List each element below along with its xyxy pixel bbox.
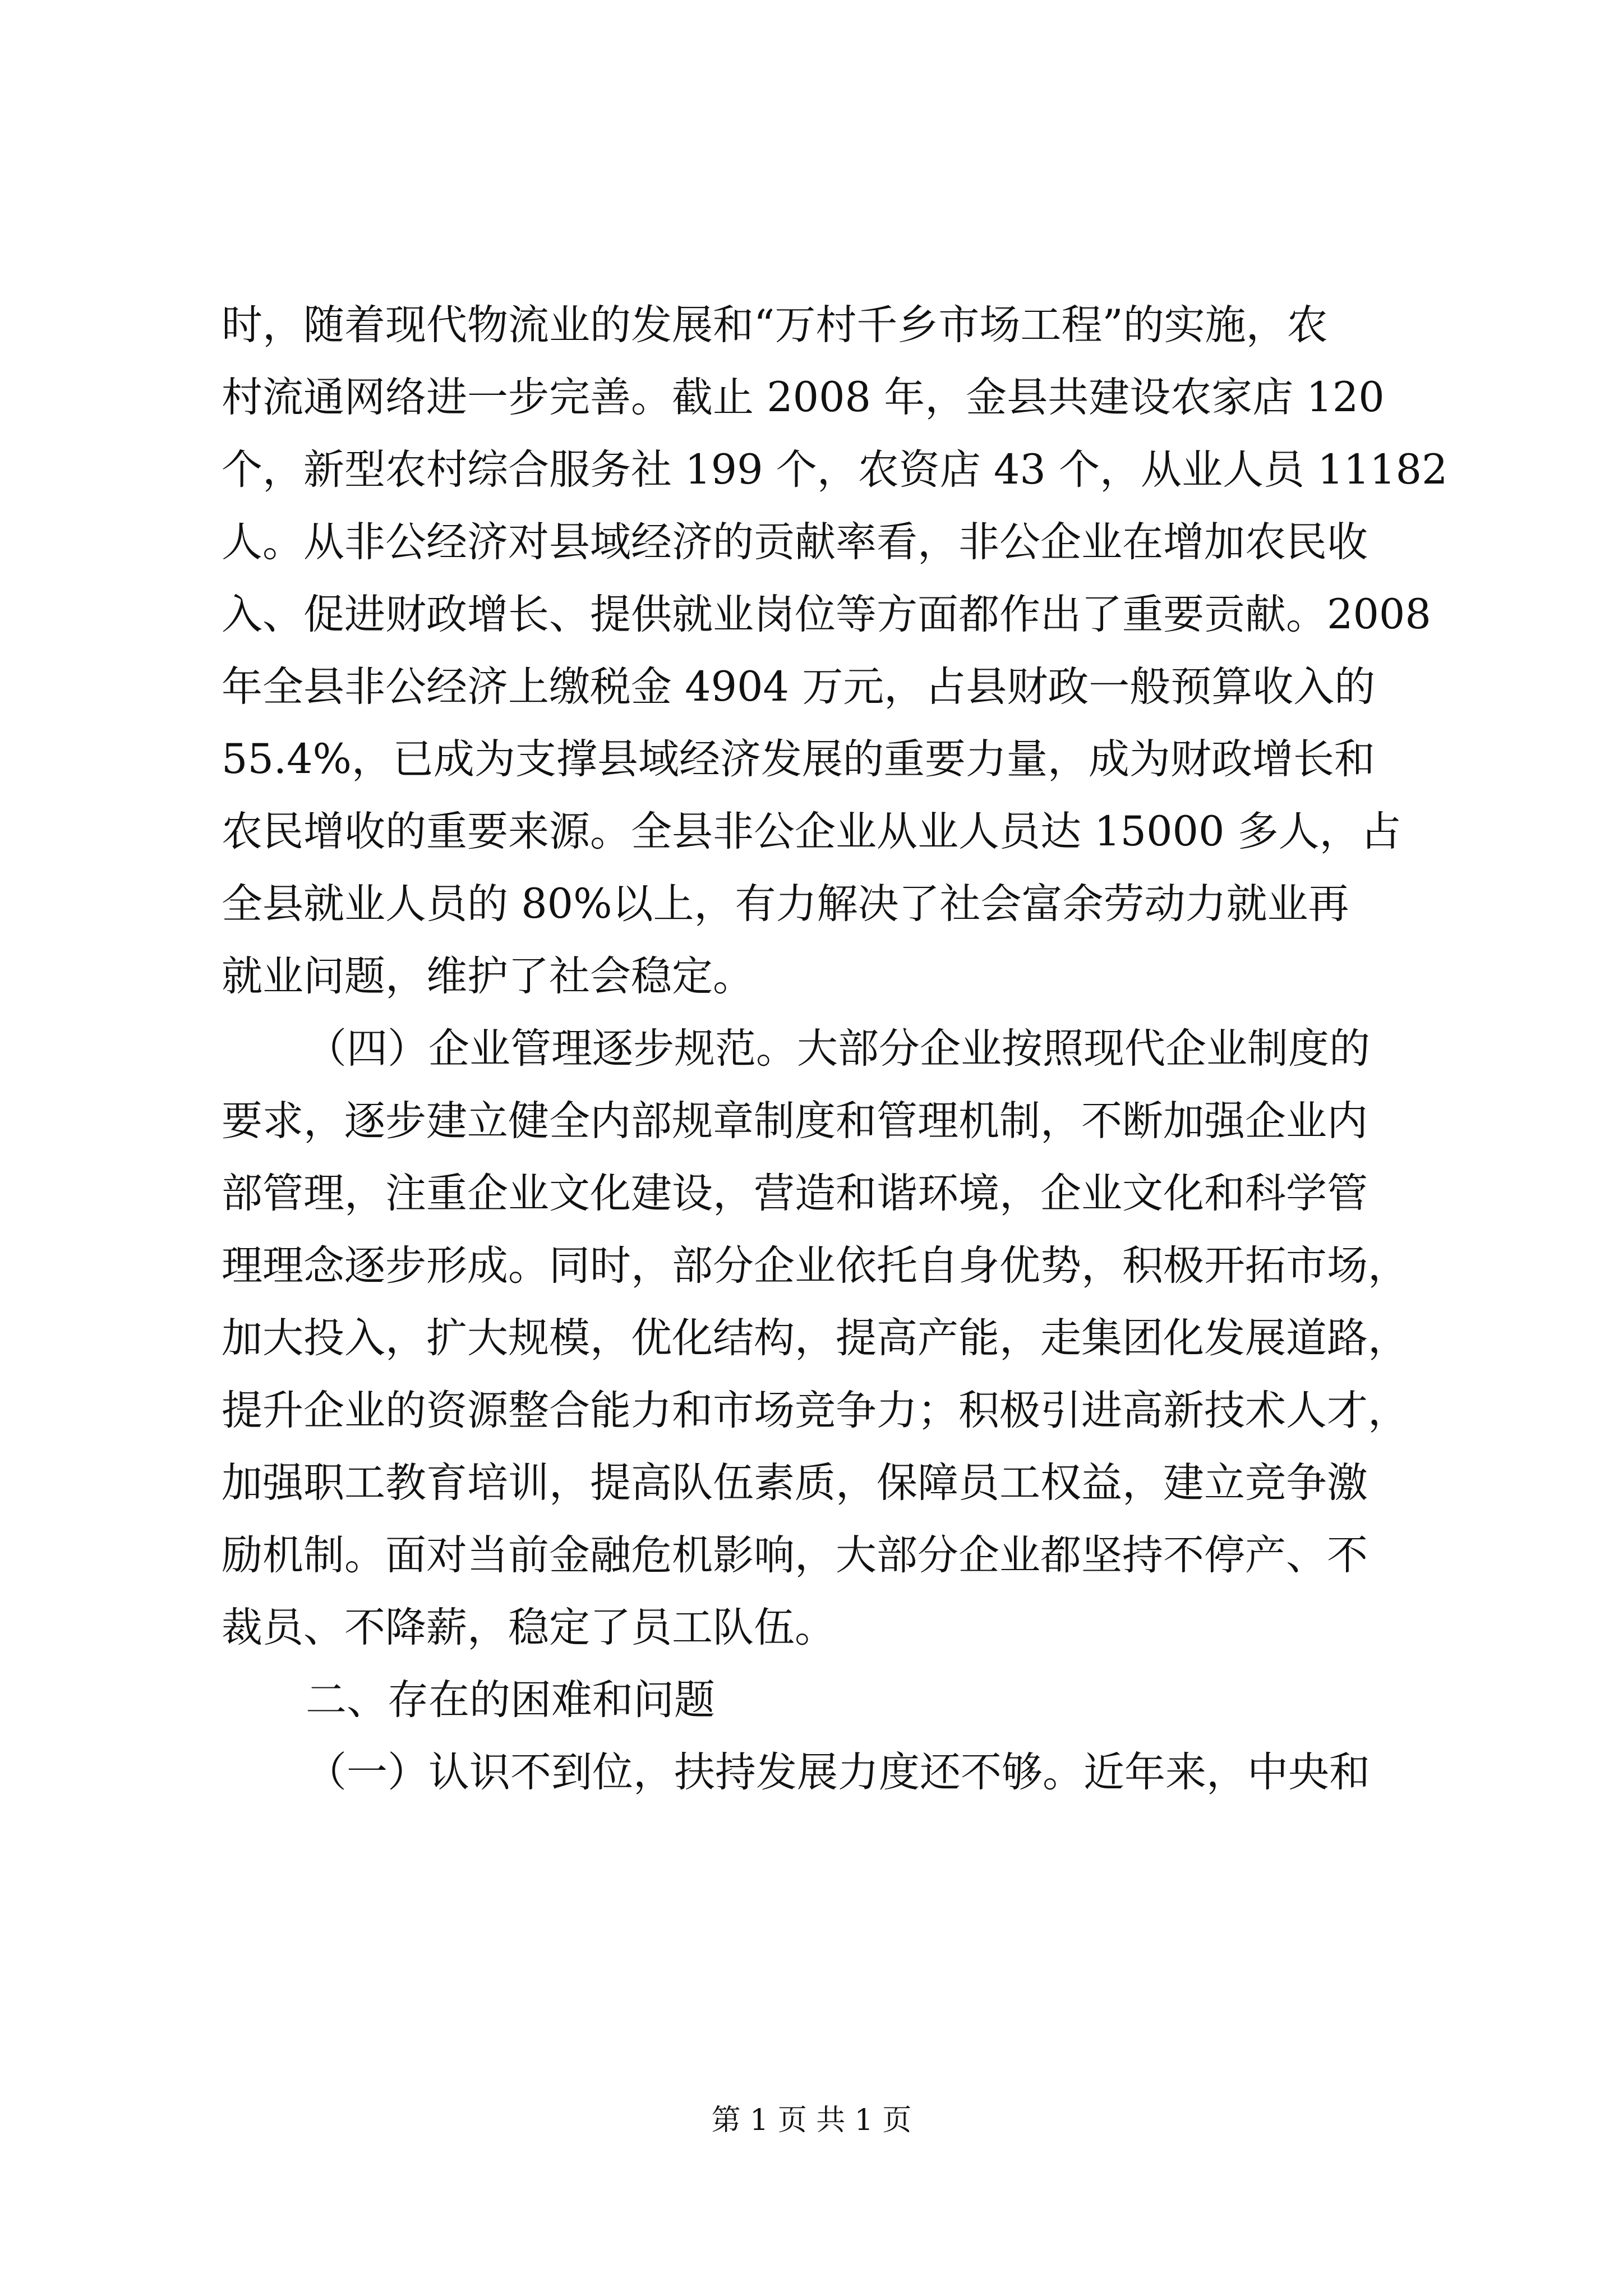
text-line: 农民增收的重要来源。全县非公企业从业人员达 15000 多人，占: [222, 808, 1401, 855]
text-line: 就业问题，维护了社会稳定。: [222, 953, 754, 1000]
text-line: 励机制。面对当前金融危机影响，大部分企业都坚持不停产、不: [222, 1531, 1368, 1579]
text-line: 年全县非公经济上缴税金 4904 万元，占县财政一般预算收入的: [222, 663, 1376, 711]
text-line: （一）认识不到位，扶持发展力度还不够。近年来，中央和: [306, 1749, 1370, 1796]
text-line: 时，随着现代物流业的发展和“万村千乡市场工程”的实施，农: [222, 301, 1328, 349]
text-line: 村流通网络进一步完善。截止 2008 年，金县共建设农家店 120: [222, 374, 1385, 421]
text-line: （四）企业管理逐步规范。大部分企业按照现代企业制度的: [306, 1025, 1370, 1073]
text-line: 部管理，注重企业文化建设，营造和谐环境，企业文化和科学管: [222, 1170, 1368, 1217]
text-line: 提升企业的资源整合能力和市场竞争力；积极引进高新技术人才，: [222, 1387, 1409, 1434]
page-footer: 第 1 页 共 1 页: [711, 2104, 912, 2137]
text-line: 55.4%，已成为支撑县域经济发展的重要力量，成为财政增长和: [222, 735, 1375, 783]
text-line: 理理念逐步形成。同时，部分企业依托自身优势，积极开拓市场，: [222, 1242, 1409, 1290]
text-line: 加强职工教育培训，提高队伍素质，保障员工权益，建立竞争激: [222, 1459, 1368, 1507]
text-line: 裁员、不降薪，稳定了员工队伍。: [222, 1604, 836, 1651]
text-line: 加大投入，扩大规模，优化结构，提高产能，走集团化发展道路，: [222, 1314, 1409, 1362]
text-line: 人。从非公经济对县域经济的贡献率看，非公企业在增加农民收: [222, 518, 1368, 566]
text-line: 要求，逐步建立健全内部规章制度和管理机制，不断加强企业内: [222, 1097, 1368, 1145]
text-line: 入、促进财政增长、提供就业岗位等方面都作出了重要贡献。2008: [222, 591, 1431, 638]
section-heading: 二、存在的困难和问题: [306, 1676, 715, 1724]
text-line: 全县就业人员的 80%以上，有力解决了社会富余劳动力就业再: [222, 880, 1349, 928]
text-line: 个，新型农村综合服务社 199 个，农资店 43 个，从业人员 11182: [222, 446, 1448, 494]
